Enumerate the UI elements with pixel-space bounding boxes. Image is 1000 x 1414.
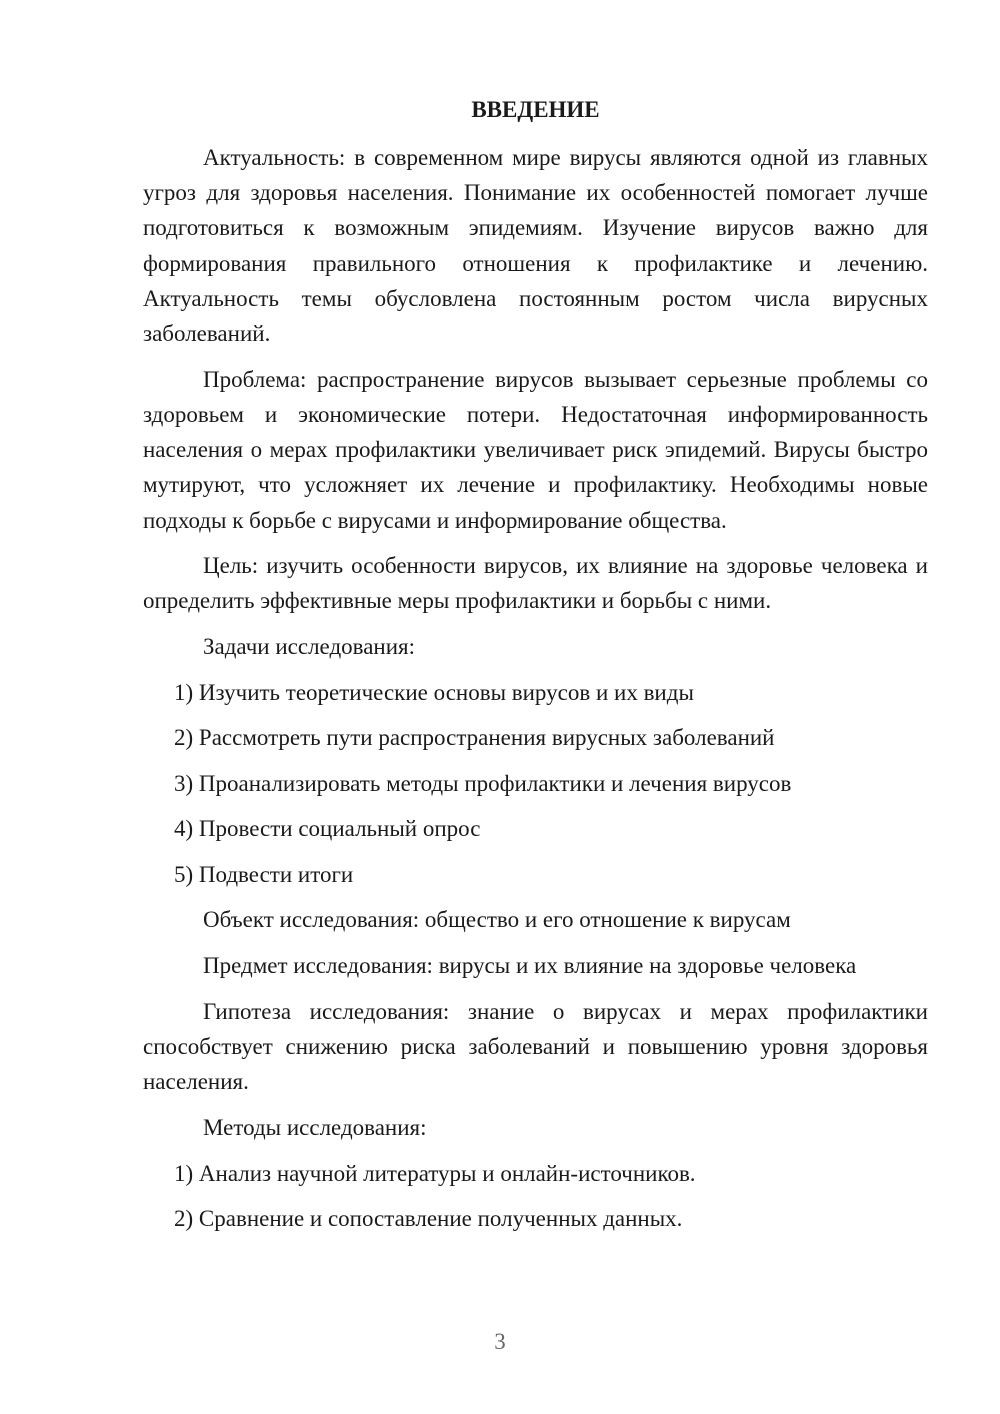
page-number: 3 — [494, 1329, 506, 1354]
problem-paragraph: Проблема: распространение вирусов вызывает серьезные проблемы со здоровьем и экономические потери. Недостаточная информированность населения о мерах профилактики увеличивает риск эпидемий. Вирусы быстро мутируют, что усложняет их лечение и профилактику. Необходимы новые подходы к борьбе с вирусами и информирование общества. — [143, 366, 928, 533]
task-item: 2) Рассмотреть пути распространения вирусных заболеваний — [174, 725, 775, 751]
method-item: 2) Сравнение и сопоставление полученных данных. — [174, 1206, 683, 1232]
task-item: 4) Провести социальный опрос — [174, 816, 481, 842]
task-item: 3) Проанализировать методы профилактики и лечения вирусов — [174, 770, 792, 796]
task-item: 1) Изучить теоретические основы вирусов и их виды — [174, 679, 694, 705]
task-item: 5) Подвести итоги — [174, 861, 354, 887]
methods-list — [143, 1156, 928, 1237]
document-page — [143, 92, 928, 1247]
hypothesis-paragraph: Гипотеза исследования: знание о вирусах и мерах профилактики способствует снижению риска заболеваний и повышению уровня здоровья населения. — [143, 998, 928, 1095]
goal-paragraph: Цель: изучить особенности вирусов, их влияние на здоровье человека и определить эффективные меры профилактики и борьбы с ними. — [143, 553, 928, 614]
section-title: ВВЕДЕНИЕ — [471, 97, 600, 122]
subject-paragraph: Предмет исследования: вирусы и их влияние на здоровье человека — [203, 953, 857, 979]
relevance-paragraph: Актуальность: в современном мире вирусы являются одной из главных угроз для здоровья населения. Понимание их особенностей помогает лучше подготовиться к возможным эпидемиям. Изучение вирусов важно для формирования правильного отношения к профилактике и лечению. Актуальность темы обусловлена постоянным ростом числа вирусных заболеваний. — [143, 145, 928, 347]
tasks-heading: Задачи исследования: — [203, 634, 416, 660]
methods-heading: Методы исследования: — [203, 1114, 427, 1140]
object-paragraph: Объект исследования: общество и его отношение к вирусам — [203, 907, 791, 933]
method-item: 1) Анализ научной литературы и онлайн-источников. — [174, 1160, 696, 1186]
tasks-list — [143, 675, 928, 892]
